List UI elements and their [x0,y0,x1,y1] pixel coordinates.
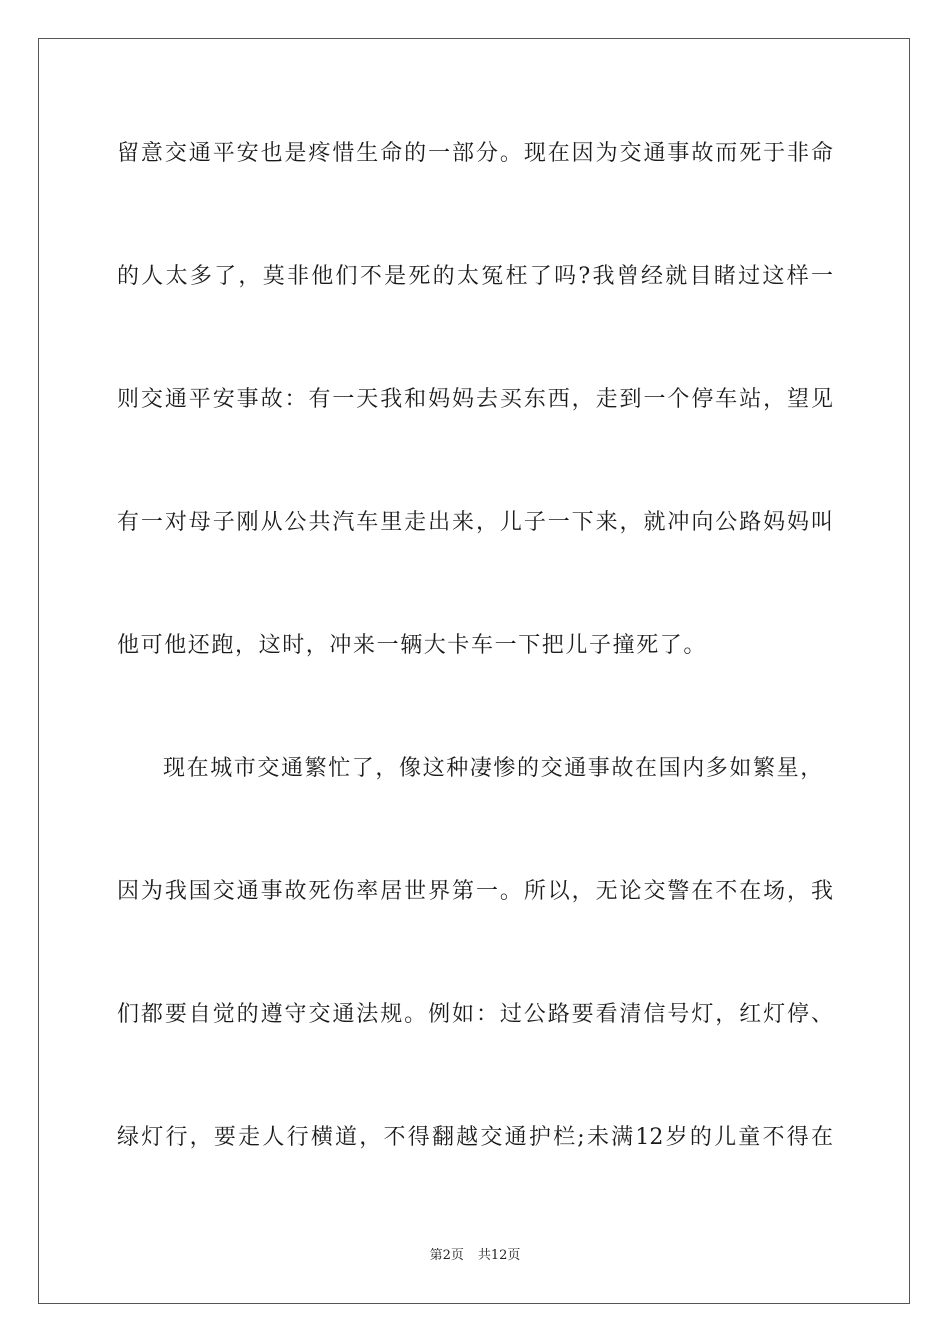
body-text-line: 留意交通平安也是疼惜生命的一部分。现在因为交通事故而死于非命 [117,141,833,166]
body-text-line: 们都要自觉的遵守交通法规。例如：过公路要看清信号灯，红灯停、 [117,1002,833,1027]
page-border [38,38,910,1304]
body-text-line: 绿灯行，要走人行横道，不得翻越交通护栏;未满12岁的儿童不得在 [117,1125,833,1150]
body-text-line: 的人太多了，莫非他们不是死的太冤枉了吗?我曾经就目睹过这样一 [117,264,833,289]
body-text-line: 因为我国交通事故死伤率居世界第一。所以，无论交警在不在场，我 [117,879,833,904]
body-text-line: 他可他还跑，这时，冲来一辆大卡车一下把儿子撞死了。 [117,633,708,658]
paragraph-start-line: 现在城市交通繁忙了，像这种凄惨的交通事故在国内多如繁星， [163,756,824,781]
page-footer [0,1247,950,1265]
body-text-line: 则交通平安事故：有一天我和妈妈去买东西，走到一个停车站，望见 [117,387,833,412]
body-text-line: 有一对母子刚从公共汽车里走出来，儿子一下来，就冲向公路妈妈叫 [117,510,833,535]
total-pages: 共12页 [477,1248,521,1263]
page-number: 第2页 [429,1248,464,1263]
